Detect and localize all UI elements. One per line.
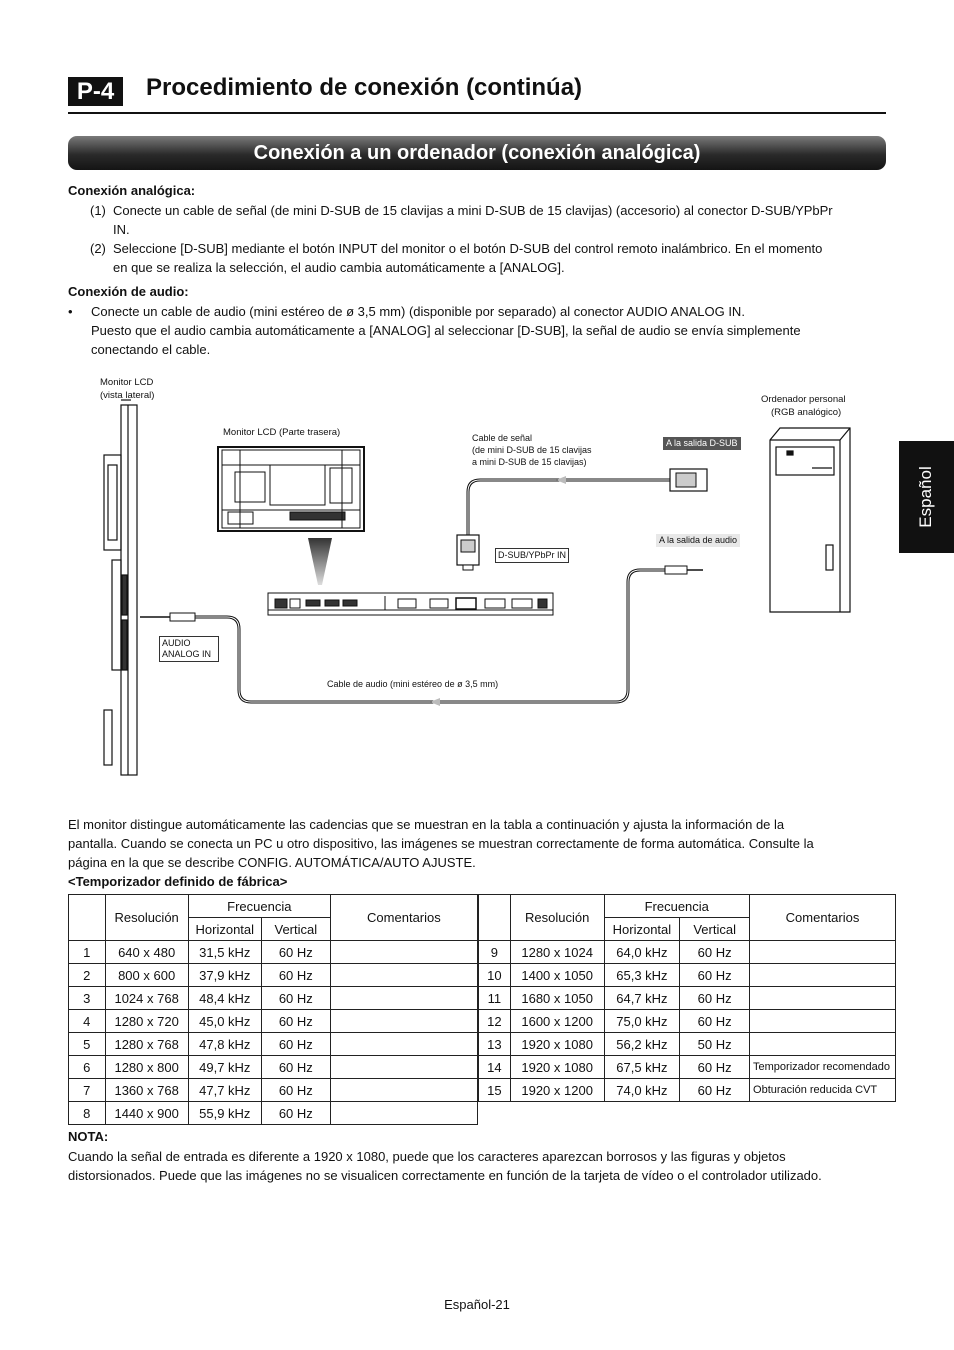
- section-badge: P-4: [68, 77, 123, 106]
- row-horizontal: 47,7 kHz: [188, 1079, 261, 1102]
- row-comment: [750, 1010, 896, 1033]
- row-horizontal: 55,9 kHz: [188, 1102, 261, 1125]
- label-signal-cable-2: (de mini D-SUB de 15 clavijas: [472, 445, 592, 455]
- language-tab-label: Español: [916, 466, 935, 528]
- table-row: [479, 964, 896, 987]
- row-comment: Obturación reducida CVT: [750, 1079, 896, 1102]
- note-line1: Cuando la señal de entrada es diferente a 1920 x 1080, puede que los caracteres aparezcan borrosos y las figuras y objetos: [68, 1149, 786, 1164]
- table-row: [69, 1010, 478, 1033]
- page-footer: Español-21: [444, 1297, 510, 1312]
- row-vertical: 50 Hz: [680, 1033, 750, 1056]
- row-comment: [330, 1102, 477, 1125]
- row-horizontal: 47,8 kHz: [188, 1033, 261, 1056]
- row-comment: [750, 941, 896, 964]
- row-comment: Temporizador recomendado: [750, 1056, 896, 1079]
- row-comment: [750, 1033, 896, 1056]
- row-vertical: 60 Hz: [261, 1033, 330, 1056]
- intro-line1: El monitor distingue automáticamente las cadencias que se muestran en la tabla a continuación y ajusta la información de la: [68, 817, 785, 832]
- table-row: [479, 987, 896, 1010]
- row-horizontal: 67,5 kHz: [604, 1056, 680, 1079]
- row-comment: [750, 987, 896, 1010]
- timing-table-right: [478, 894, 896, 1102]
- row-resolution: 1280 x 720: [105, 1010, 188, 1033]
- row-vertical: 60 Hz: [680, 964, 750, 987]
- row-comment: [330, 1079, 477, 1102]
- analog-heading: Conexión analógica:: [68, 183, 196, 198]
- page-title: Procedimiento de conexión (continúa): [146, 74, 583, 101]
- header-comments: Comentarios: [330, 895, 477, 941]
- row-comment: [330, 1033, 477, 1056]
- row-horizontal: 75,0 kHz: [604, 1010, 680, 1033]
- row-vertical: 60 Hz: [261, 941, 330, 964]
- connector-panel: [268, 593, 553, 615]
- row-vertical: 60 Hz: [680, 1010, 750, 1033]
- row-number: 12: [479, 1010, 511, 1033]
- row-comment: [330, 941, 477, 964]
- row-resolution: 1600 x 1200: [510, 1010, 604, 1033]
- table-row: [479, 1033, 896, 1056]
- row-resolution: 1440 x 900: [105, 1102, 188, 1125]
- row-vertical: 60 Hz: [261, 1010, 330, 1033]
- row-resolution: 1024 x 768: [105, 987, 188, 1010]
- table-row: [69, 1102, 478, 1125]
- table-row: [69, 964, 478, 987]
- label-signal-cable-1: Cable de señal: [472, 433, 533, 443]
- timing-table-left: [68, 894, 478, 1125]
- row-vertical: 60 Hz: [261, 987, 330, 1010]
- row-vertical: 60 Hz: [680, 941, 750, 964]
- table-row: [479, 1079, 896, 1102]
- row-number: 1: [69, 941, 106, 964]
- header-frequency: Frecuencia: [604, 895, 750, 918]
- row-resolution: 1360 x 768: [105, 1079, 188, 1102]
- label-to-audio: A la salida de audio: [656, 534, 740, 547]
- table-row: [479, 1010, 896, 1033]
- row-resolution: 1920 x 1080: [510, 1056, 604, 1079]
- header-number: [69, 895, 106, 941]
- label-lcd-side-2: (vista lateral): [100, 390, 155, 401]
- row-horizontal: 56,2 kHz: [604, 1033, 680, 1056]
- row-number: 11: [479, 987, 511, 1010]
- label-dsub-in: D-SUB/YPbPr IN: [495, 548, 569, 563]
- row-number: 10: [479, 964, 511, 987]
- row-horizontal: 64,7 kHz: [604, 987, 680, 1010]
- row-vertical: 60 Hz: [261, 1102, 330, 1125]
- intro-line2: pantalla. Cuando se conecta un PC u otro dispositivo, las imágenes se muestran correctamente de forma automática. Consulte la: [68, 836, 814, 851]
- intro-line3: página en la que se describe CONFIG. AUTOMÁTICA/AUTO AJUSTE.: [68, 855, 476, 870]
- row-vertical: 60 Hz: [680, 1056, 750, 1079]
- step-2-line1: Seleccione [D-SUB] mediante el botón INPUT del monitor o el botón D-SUB del control remoto inalámbrico. En el momento: [113, 241, 823, 256]
- row-resolution: 1280 x 768: [105, 1033, 188, 1056]
- section-banner: Conexión a un ordenador (conexión analógica): [68, 136, 886, 170]
- header-resolution: Resolución: [510, 895, 604, 941]
- row-horizontal: 48,4 kHz: [188, 987, 261, 1010]
- audio-line2: Puesto que el audio cambia automáticamente a [ANALOG] al seleccionar [D-SUB], la señal de audio se envía simplemente: [91, 323, 801, 338]
- audio-line3: conectando el cable.: [91, 342, 211, 357]
- audio-bullet: •: [68, 304, 73, 319]
- label-audio-in-2: ANALOG IN: [162, 649, 212, 659]
- table-row: [69, 1079, 478, 1102]
- table-row: [69, 987, 478, 1010]
- row-number: 15: [479, 1079, 511, 1102]
- step-1-num: (1): [90, 203, 106, 218]
- row-vertical: 60 Hz: [261, 1056, 330, 1079]
- lcd-side-view: [104, 400, 137, 775]
- row-number: 13: [479, 1033, 511, 1056]
- label-audio-cable: Cable de audio (mini estéreo de ø 3,5 mm): [327, 679, 499, 689]
- header-vertical: Vertical: [261, 918, 330, 941]
- row-resolution: 1400 x 1050: [510, 964, 604, 987]
- title-rule: [68, 112, 886, 114]
- header-horizontal: Horizontal: [188, 918, 261, 941]
- row-number: 8: [69, 1102, 106, 1125]
- label-audio-in: [159, 636, 219, 662]
- header-horizontal: Horizontal: [604, 918, 680, 941]
- row-comment: [330, 1056, 477, 1079]
- row-resolution: 1280 x 800: [105, 1056, 188, 1079]
- row-vertical: 60 Hz: [261, 1079, 330, 1102]
- table-row: [479, 941, 896, 964]
- row-comment: [330, 1010, 477, 1033]
- pc-tower: [770, 428, 850, 612]
- table-row: [69, 1033, 478, 1056]
- step-1-line1: Conecte un cable de señal (de mini D-SUB de 15 clavijas a mini D-SUB de 15 clavijas) (accesorio) al conector D-SUB/YPbPr: [113, 203, 833, 218]
- lcd-rear-view: [218, 447, 364, 531]
- table-row: [69, 1056, 478, 1079]
- row-number: 4: [69, 1010, 106, 1033]
- row-horizontal: 49,7 kHz: [188, 1056, 261, 1079]
- row-horizontal: 37,9 kHz: [188, 964, 261, 987]
- table-row: [69, 941, 478, 964]
- row-horizontal: 74,0 kHz: [604, 1079, 680, 1102]
- connection-diagram: [0, 360, 954, 790]
- row-horizontal: 45,0 kHz: [188, 1010, 261, 1033]
- header-resolution: Resolución: [105, 895, 188, 941]
- header-vertical: Vertical: [680, 918, 750, 941]
- row-comment: [330, 964, 477, 987]
- label-pc-1: Ordenador personal: [761, 394, 846, 405]
- row-number: 5: [69, 1033, 106, 1056]
- row-number: 14: [479, 1056, 511, 1079]
- audio-line1: Conecte un cable de audio (mini estéreo de ø 3,5 mm) (disponible por separado) al conector AUDIO ANALOG IN.: [91, 304, 745, 319]
- row-resolution: 640 x 480: [105, 941, 188, 964]
- row-resolution: 1920 x 1200: [510, 1079, 604, 1102]
- label-signal-cable-3: a mini D-SUB de 15 clavijas): [472, 457, 587, 467]
- row-number: 2: [69, 964, 106, 987]
- row-horizontal: 31,5 kHz: [188, 941, 261, 964]
- row-horizontal: 64,0 kHz: [604, 941, 680, 964]
- table-row: [479, 1056, 896, 1079]
- table-title: <Temporizador definido de fábrica>: [68, 874, 288, 889]
- label-pc-2: (RGB analógico): [771, 407, 842, 418]
- row-resolution: 1280 x 1024: [510, 941, 604, 964]
- label-to-dsub: A la salida D-SUB: [663, 437, 741, 450]
- row-number: 6: [69, 1056, 106, 1079]
- row-resolution: 800 x 600: [105, 964, 188, 987]
- audio-heading: Conexión de audio:: [68, 284, 189, 299]
- note-line2: distorsionados. Puede que las imágenes no se visualicen correctamente en función de la tarjeta de vídeo o el controlador utilizado.: [68, 1168, 822, 1183]
- row-vertical: 60 Hz: [680, 1079, 750, 1102]
- row-vertical: 60 Hz: [680, 987, 750, 1010]
- note-heading: NOTA:: [68, 1129, 109, 1144]
- header-comments: Comentarios: [750, 895, 896, 941]
- row-number: 7: [69, 1079, 106, 1102]
- label-audio-in-1: AUDIO: [162, 638, 191, 648]
- row-horizontal: 65,3 kHz: [604, 964, 680, 987]
- row-comment: [330, 987, 477, 1010]
- step-2-num: (2): [90, 241, 106, 256]
- label-lcd-side-1: Monitor LCD: [100, 377, 154, 388]
- row-vertical: 60 Hz: [261, 964, 330, 987]
- row-resolution: 1920 x 1080: [510, 1033, 604, 1056]
- row-number: 3: [69, 987, 106, 1010]
- row-comment: [750, 964, 896, 987]
- step-2-line2: en que se realiza la selección, el audio cambia automáticamente a [ANALOG].: [113, 260, 565, 275]
- label-lcd-rear: Monitor LCD (Parte trasera): [223, 427, 341, 438]
- row-resolution: 1680 x 1050: [510, 987, 604, 1010]
- row-number: 9: [479, 941, 511, 964]
- header-number: [479, 895, 511, 941]
- zoom-indicator: [308, 538, 332, 585]
- header-frequency: Frecuencia: [188, 895, 330, 918]
- step-1-line2: IN.: [113, 222, 130, 237]
